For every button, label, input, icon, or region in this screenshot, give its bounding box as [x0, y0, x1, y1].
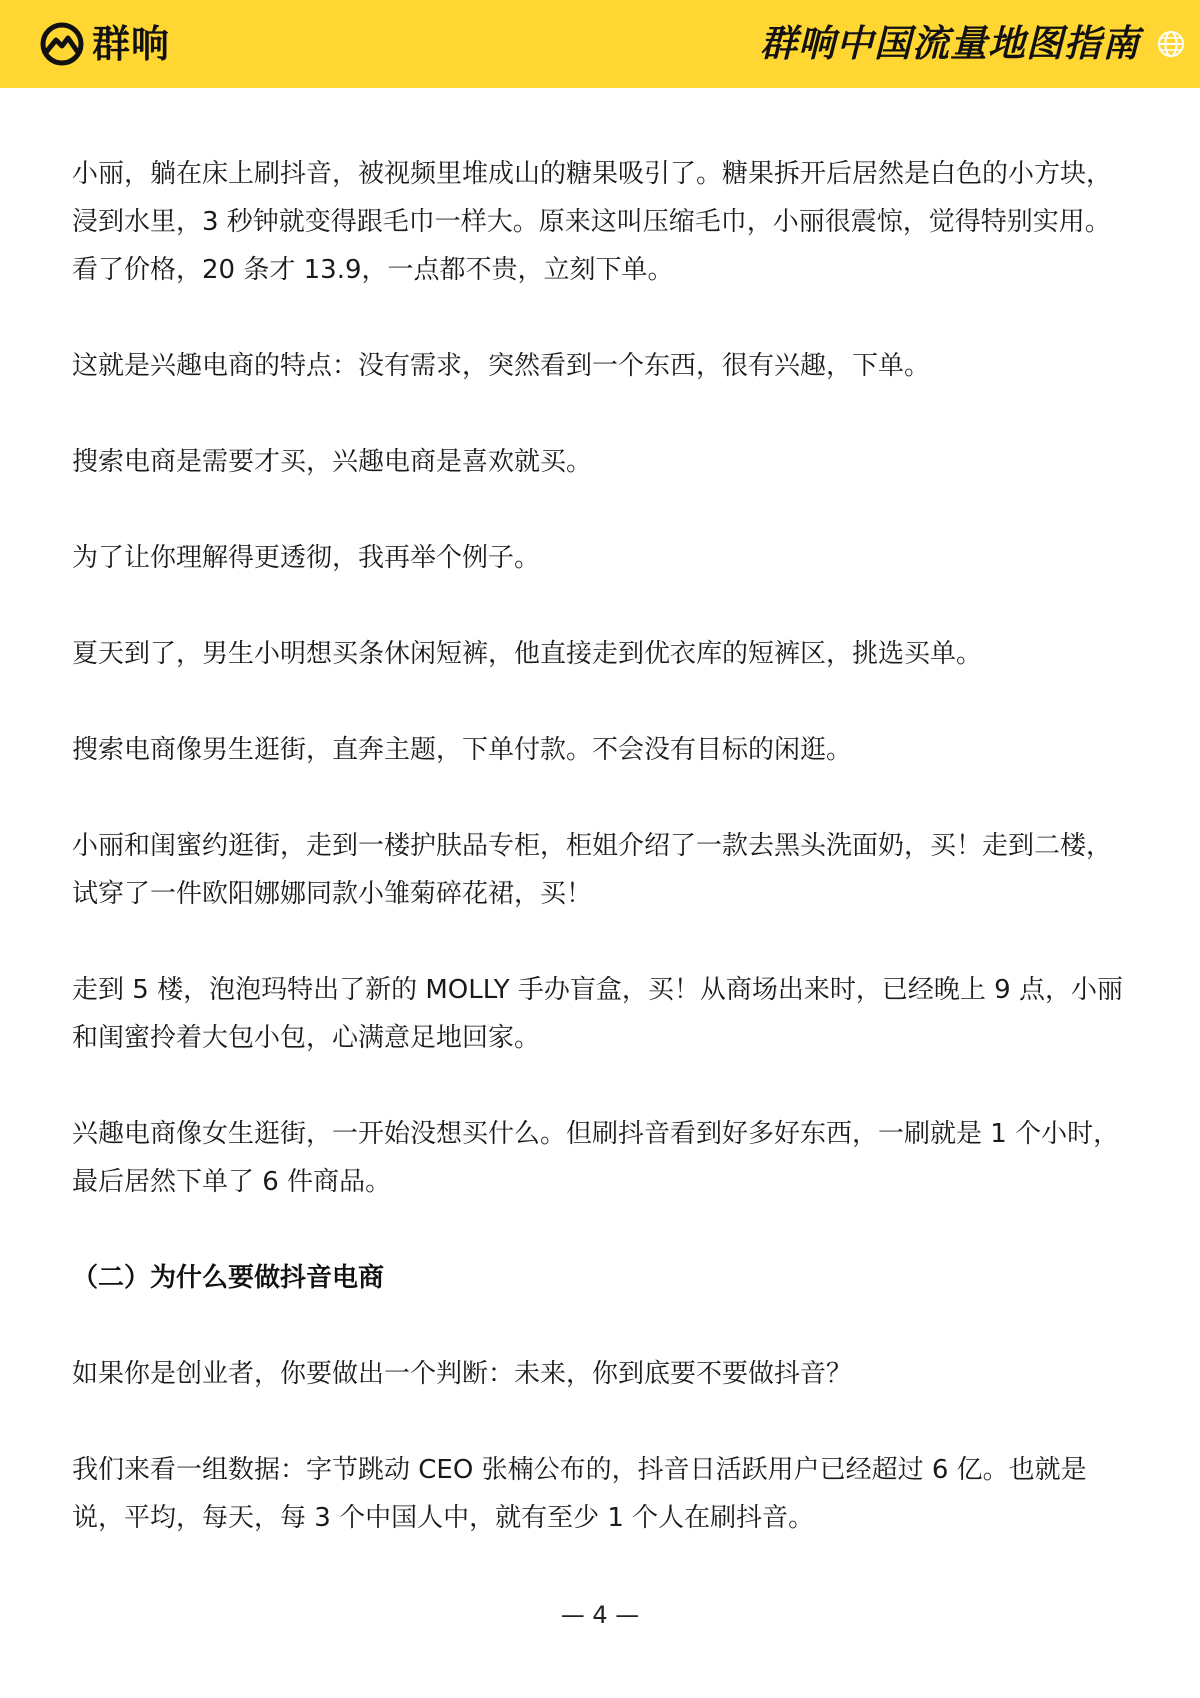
- article-body: [72, 150, 1132, 1590]
- brand-name: 群响: [92, 22, 171, 66]
- paragraph: 为了让你理解得更透彻，我再举个例子。: [72, 543, 541, 573]
- globe-icon: [1156, 29, 1186, 59]
- paragraph: 夏天到了，男生小明想买条休闲短裤，他直接走到优衣库的短裤区，挑选买单。: [72, 639, 983, 669]
- paragraph: 走到 5 楼，泡泡玛特出了新的 MOLLY 手办盲盒，买！从商场出来时，已经晚上 9 点，小丽和闺蜜拎着大包小包，心满意足地回家。: [72, 975, 1123, 1053]
- paragraph: 搜索电商是需要才买，兴趣电商是喜欢就买。: [72, 447, 593, 477]
- paragraph: 我们来看一组数据：字节跳动 CEO 张楠公布的，抖音日活跃用户已经超过 6 亿。也就是说，平均，每天，每 3 个中国人中，就有至少 1 个人在刷抖音。: [72, 1455, 1087, 1533]
- paragraph: 如果你是创业者，你要做出一个判断：未来，你到底要不要做抖音？: [72, 1359, 853, 1389]
- page-number: — 4 —: [560, 1601, 640, 1629]
- section-heading: （二）为什么要做抖音电商: [72, 1263, 385, 1293]
- guide-title: 群响中国流量地图指南: [760, 22, 1140, 65]
- qunxiang-logo-icon: [38, 20, 86, 68]
- paragraph: 兴趣电商像女生逛街，一开始没想买什么。但刷抖音看到好多好东西，一刷就是 1 个小时，最后居然下单了 6 件商品。: [72, 1119, 1120, 1197]
- paragraph: 小丽和闺蜜约逛街，走到一楼护肤品专柜，柜姐介绍了一款去黑头洗面奶，买！走到二楼，试穿了一件欧阳娜娜同款小雏菊碎花裙，买！: [72, 831, 1113, 909]
- paragraph: 搜索电商像男生逛街，直奔主题，下单付款。不会没有目标的闲逛。: [72, 735, 853, 765]
- brand[interactable]: [38, 19, 170, 69]
- paragraph: 小丽，躺在床上刷抖音，被视频里堆成山的糖果吸引了。糖果拆开后居然是白色的小方块，浸到水里，3 秒钟就变得跟毛巾一样大。原来这叫压缩毛巾，小丽很震惊，觉得特别实用。看了价格，20 条才 13.9，一点都不贵，立刻下单。: [72, 159, 1113, 285]
- paragraph: 这就是兴趣电商的特点：没有需求，突然看到一个东西，很有兴趣，下单。: [72, 351, 931, 381]
- header-bar: [0, 0, 1200, 88]
